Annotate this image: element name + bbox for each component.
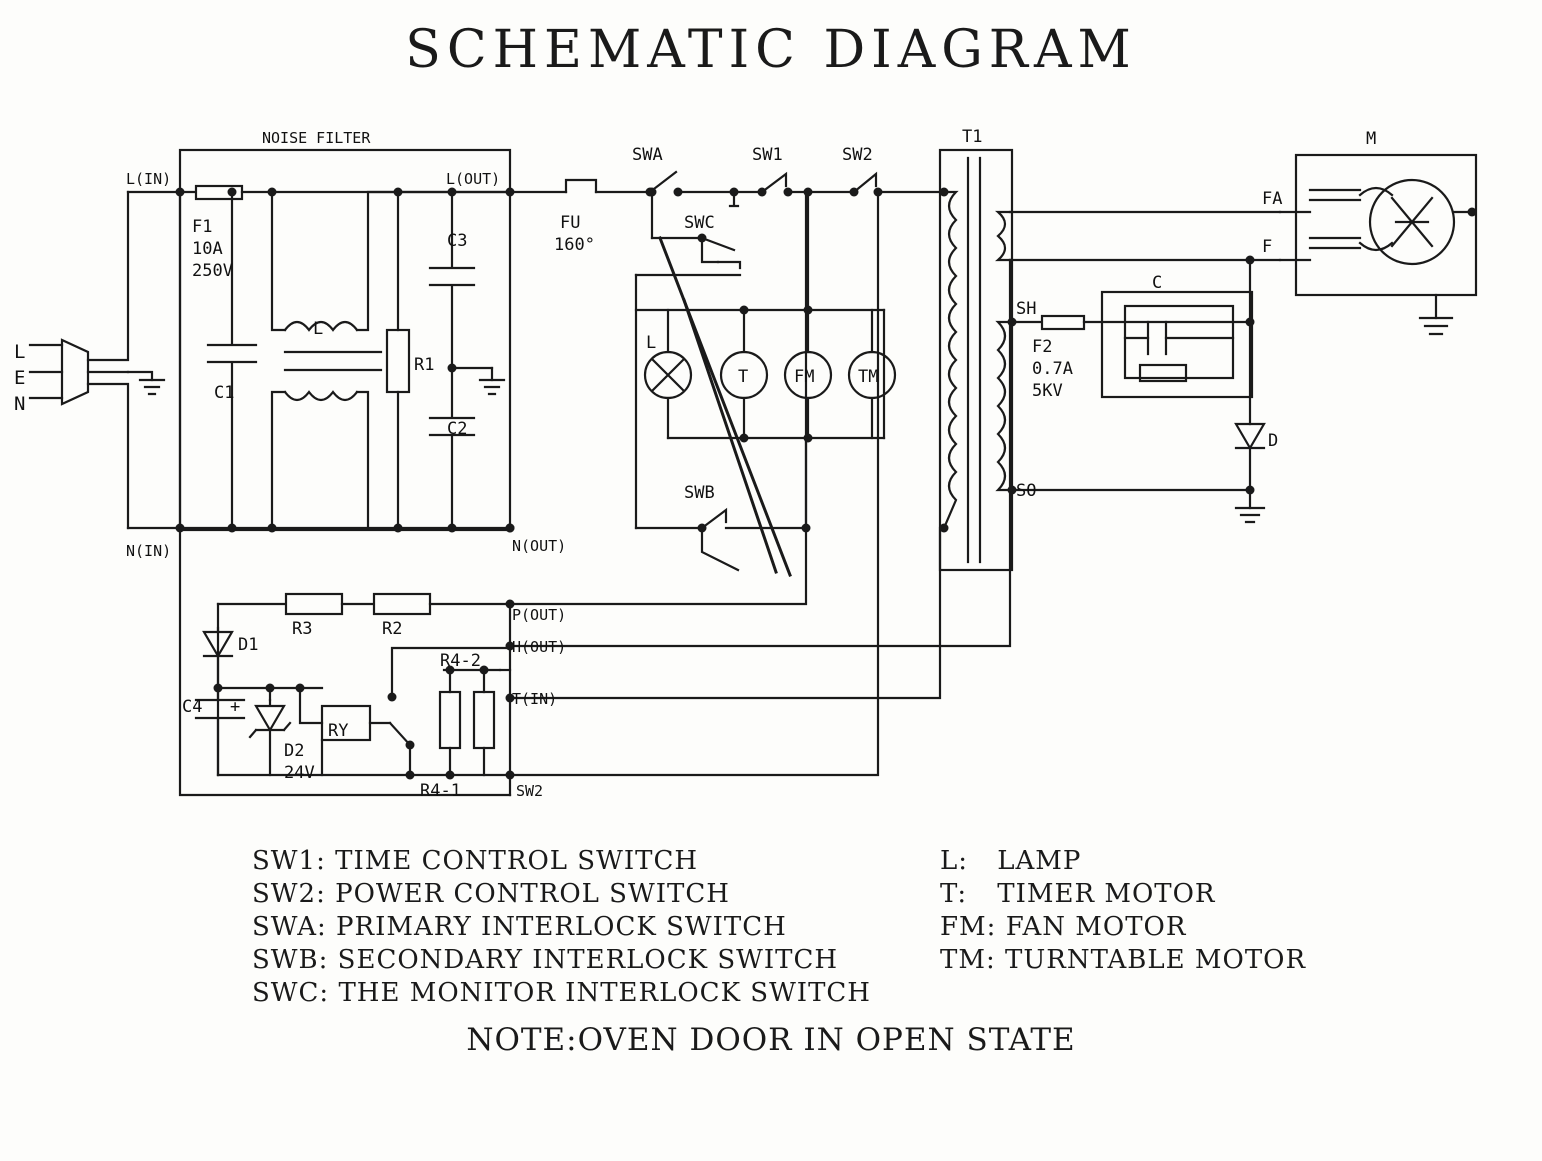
legend-item-sw1: [252, 845, 871, 878]
node-swc-top: [730, 188, 739, 197]
legend-key-timer: T:: [940, 879, 968, 909]
label-f1-amp: 10A: [192, 239, 223, 259]
label-swb: SWB: [684, 483, 715, 503]
resistor-r42-a: [440, 692, 460, 748]
coil-core: [285, 352, 381, 370]
capacitor-c2: [430, 368, 474, 528]
legend-key-sw1: SW1:: [252, 846, 326, 876]
node-c4-top: [214, 684, 223, 693]
resistor-r2: [374, 594, 430, 614]
transformer-hv-secondary: [998, 322, 1010, 490]
legend-text-swb: SECONDARY INTERLOCK SWITCH: [337, 945, 839, 975]
wire-r42-legs-top: [450, 670, 484, 692]
node-timer-top: [740, 306, 749, 315]
label-c3: C3: [447, 231, 468, 251]
label-plug-e: E: [14, 367, 26, 389]
node-r41: [406, 771, 415, 780]
wire-d2-join-top: [218, 688, 270, 700]
label-p-out: P(OUT): [512, 606, 567, 624]
label-sh: SH: [1016, 299, 1037, 319]
legend-key-swa: SWA:: [252, 912, 327, 942]
legend-text-turntable: TURNTABLE MOTOR: [1005, 945, 1307, 975]
label-r3: R3: [292, 619, 313, 639]
label-sw2: SW2: [842, 145, 873, 165]
label-r4-2: R4-2: [440, 651, 481, 671]
switch-swc-lower-contact: [718, 262, 740, 268]
label-f2-amp: 0.7A: [1032, 359, 1073, 379]
zener-d2: [256, 706, 284, 730]
label-magnetron-m: M: [1366, 129, 1377, 149]
label-fu-temp: 160°: [554, 235, 595, 255]
resistor-r3: [286, 594, 342, 614]
label-swa: SWA: [632, 145, 663, 165]
door-linkage-bar-1: [660, 238, 790, 575]
node-r1-top: [394, 188, 403, 197]
label-c4: C4: [182, 697, 203, 717]
wire-r42-legs-bot: [450, 748, 484, 775]
switch-sw2-blade: [854, 174, 876, 192]
legend-key-swc: SWC:: [252, 978, 330, 1008]
node-c3-top: [448, 188, 457, 197]
legend-item-lamp: [940, 845, 1306, 878]
wire-coil-bot-out: [357, 392, 368, 528]
label-d2: D2: [284, 741, 305, 761]
switch-swb-lever: [702, 528, 738, 570]
label-f2: F2: [1032, 337, 1053, 357]
label-t1: T1: [962, 127, 983, 147]
legend-text-lamp: LAMP: [997, 846, 1082, 876]
noise-filter-box: [180, 150, 510, 530]
label-swc: SWC: [684, 213, 715, 233]
node-magnetron-out: [1468, 208, 1477, 217]
label-sw2-bottom: SW2: [516, 782, 544, 800]
transformer-primary: [944, 192, 956, 528]
magnetron-box: [1296, 155, 1476, 295]
switch-sw1-blade: [762, 174, 786, 192]
note-text: NOTE:OVEN DOOR IN OPEN STATE: [466, 1022, 1076, 1058]
hv-capacitor-plates: [1148, 322, 1166, 354]
legend-item-turntable: [940, 944, 1306, 977]
node-ry-left: [296, 684, 305, 693]
node-t1-pri-top: [940, 188, 949, 197]
label-c4-plus: +: [230, 697, 241, 717]
legend-item-timer: [940, 878, 1306, 911]
label-so: SO: [1016, 481, 1037, 501]
label-d2-volt: 24V: [284, 763, 315, 783]
legend-text-sw1: TIME CONTROL SWITCH: [335, 846, 699, 876]
node-c-mid: [448, 364, 457, 373]
node-swc-branch: [648, 188, 657, 197]
legend-left: [252, 845, 871, 1010]
legend-text-swc: THE MONITOR INTERLOCK SWITCH: [338, 978, 871, 1008]
node-r41-b: [446, 771, 455, 780]
legend-text-fan: FAN MOTOR: [1005, 912, 1187, 942]
node-nout-2: [506, 524, 515, 533]
wire-coil-top-out: [357, 192, 510, 330]
earth-symbol-hv: [1236, 508, 1264, 522]
magnetron-coils: [1360, 188, 1392, 250]
switch-swc-blade: [702, 238, 734, 250]
node-coil-bot: [268, 524, 277, 533]
label-f1-volt: 250V: [192, 261, 233, 281]
label-plug-l: L: [14, 341, 26, 363]
legend-key-lamp: L:: [940, 846, 969, 876]
node-c1-bottom: [228, 524, 237, 533]
label-f1: F1: [192, 217, 213, 237]
resistor-r42-b: [474, 692, 494, 748]
label-r4-1: R4-1: [420, 781, 461, 801]
label-diode-d: D: [1268, 431, 1279, 451]
label-r1: R1: [414, 355, 435, 375]
label-cap-c: C: [1152, 273, 1163, 293]
label-h-out: H(OUT): [512, 638, 567, 656]
legend-item-fan: [940, 911, 1306, 944]
legend-key-fan: FM:: [940, 912, 997, 942]
node-loads-feed: [804, 188, 813, 197]
label-lamp: L: [646, 333, 657, 353]
label-t-in: T(IN): [512, 690, 558, 708]
wire-coil-top-in: [272, 192, 285, 330]
lamp-cross: [652, 359, 684, 391]
legend-item-swc: [252, 977, 871, 1010]
capacitor-c3: [430, 192, 474, 368]
thermal-fuse-fu: [566, 180, 596, 192]
label-l-coil: L: [313, 319, 324, 339]
label-fan-motor: FM: [794, 367, 815, 387]
legend-right: [940, 845, 1306, 977]
page-title: SCHEMATIC DIAGRAM: [405, 20, 1137, 80]
plug-body: [62, 340, 88, 404]
legend-key-swb: SWB:: [252, 945, 329, 975]
legend-text-swa: PRIMARY INTERLOCK SWITCH: [336, 912, 787, 942]
label-n-in: N(IN): [126, 542, 172, 560]
switch-swb-blade: [702, 510, 726, 528]
door-linkage-bar-2: [684, 300, 776, 572]
node-c1-top: [228, 188, 237, 197]
earth-symbol-plug: [140, 380, 164, 394]
coil-lower: [285, 392, 357, 400]
resistor-r1: [387, 330, 409, 392]
label-c2: C2: [447, 419, 468, 439]
legend-item-swa: [252, 911, 871, 944]
transformer-core: [968, 158, 980, 562]
earth-symbol-magnetron: [1420, 318, 1452, 334]
label-plug-n: N: [14, 393, 26, 415]
label-l-out: L(OUT): [446, 170, 501, 188]
magnetron-anode: [1392, 198, 1432, 246]
plug-lead-n: [88, 384, 128, 528]
label-fu: FU: [560, 213, 581, 233]
node-c2-bot: [448, 524, 457, 533]
legend-item-swb: [252, 944, 871, 977]
legend-key-sw2: SW2:: [252, 879, 326, 909]
label-timer: T: [738, 367, 749, 387]
label-c1: C1: [214, 383, 235, 403]
label-sw1: SW1: [752, 145, 783, 165]
earth-symbol-filter: [480, 380, 504, 394]
label-f2-volt: 5KV: [1032, 381, 1063, 401]
magnetron-filament-b: [1310, 238, 1360, 248]
transformer-fil-secondary: [998, 212, 1010, 260]
label-turntable-motor: TM: [858, 367, 879, 387]
label-r2: R2: [382, 619, 403, 639]
label-d1: D1: [238, 635, 259, 655]
wire-hout-to-f: [510, 260, 1010, 646]
hv-capacitor-inner: [1125, 306, 1233, 378]
magnetron-filament-a: [1310, 190, 1360, 200]
legend-item-sw2: [252, 878, 871, 911]
label-n-out: N(OUT): [512, 537, 567, 555]
label-l-in: L(IN): [126, 170, 172, 188]
wire-tin-to-t1: [510, 528, 940, 698]
legend-key-turntable: TM:: [940, 945, 996, 975]
wire-coil-bot-in: [272, 392, 285, 528]
label-noise-filter: NOISE FILTER: [262, 129, 371, 147]
plug-lead-l: [88, 192, 128, 360]
hv-fuse-f2: [1042, 316, 1084, 329]
relay-armature: [390, 723, 410, 745]
label-f-term: F: [1262, 237, 1273, 257]
node-coil-top: [268, 188, 277, 197]
wire-ry-left: [300, 688, 322, 723]
hv-diode-d: [1236, 424, 1264, 448]
label-ry: RY: [328, 721, 349, 741]
legend-text-sw2: POWER CONTROL SWITCH: [335, 879, 730, 909]
legend-text-timer: TIMER MOTOR: [997, 879, 1216, 909]
node-r1-bot: [394, 524, 403, 533]
label-fa: FA: [1262, 189, 1283, 209]
